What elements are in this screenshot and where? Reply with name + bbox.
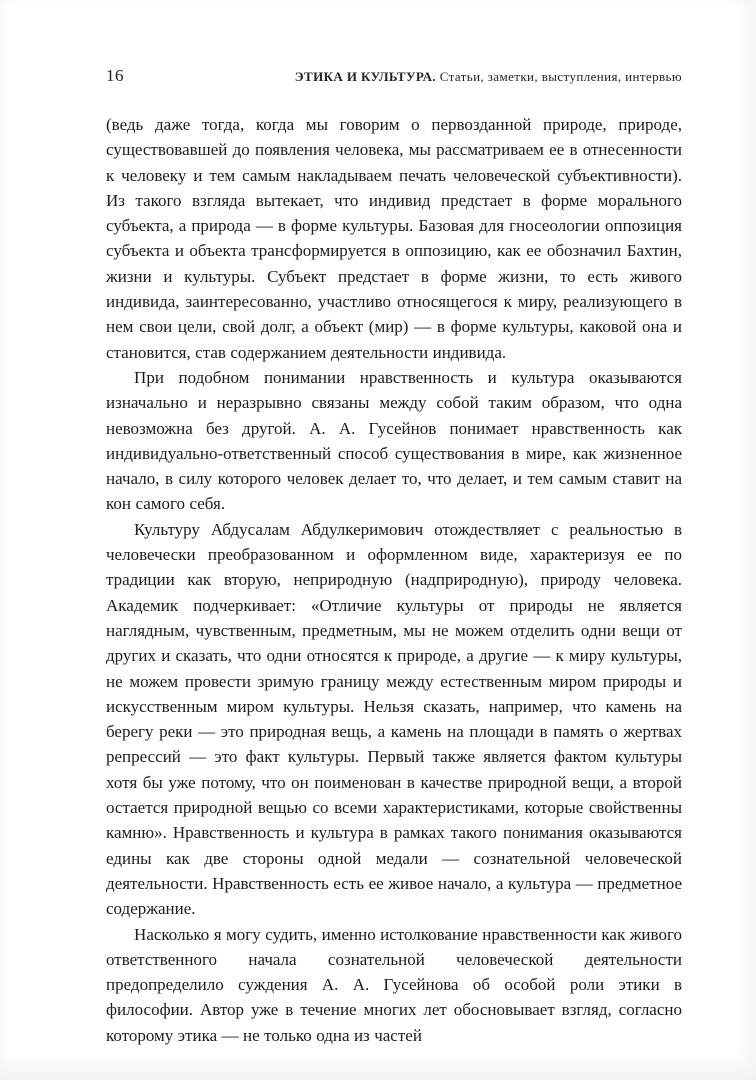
paragraph: Культуру Абдусалам Абдулкеримович отождествляет с реальностью в человечески преобразованном и оформленном виде, характеризуя ее по традиции как вторую, неприродную (надприродную), природу человека. Академик подчеркивает: «Отличие культуры от природы не является наглядным, чувственным, предметным, мы не можем отделить одни вещи от других и сказать, что одни относятся к природе, а другие — к миру культуры, не можем провести зримую границу между естественным миром природы и искусственным миром культуры. Нельзя сказать, например, что камень на берегу реки — это природная вещь, а камень на площади в память о жертвах репрессий — это факт культуры. Первый также является фактом культуры хотя бы уже потому, что он поименован в качестве природной вещи, а второй остается природной вещью со всеми характеристиками, которые свойственны камню». Нравственность и культура в рамках такого понимания оказываются едины как две стороны одной медали — сознательной человеческой деятельности. Нравственность есть ее живое начало, а культура — предметное содержание. (106, 519, 682, 919)
paragraph: При подобном понимании нравственность и культура оказываются изначально и неразрывно связаны между собой таким образом, что одна невозможна без другой. А. А. Гусейнов понимает нравственность как индивидуально-ответственный способ существования в мире, как жизненное начало, в силу которого человек делает то, что делает, и тем самым ставит на кон самого себя. (106, 367, 682, 514)
running-title-main: ЭТИКА И КУЛЬТУРА. (294, 69, 437, 84)
page-content (106, 66, 682, 1048)
paragraph-continued: (ведь даже тогда, когда мы говорим о первозданной природе, природе, существовавшей до появления человека, мы рассматриваем ее в отнесенности к человеку и тем самым накладываем печать человеческой субъективности). Из такого взгляда вытекает, что индивид предстает в форме морального субъекта, а природа — в форме культуры. Базовая для гносеологии оппозиция субъекта и объекта трансформируется в оппозицию, как ее обозначил Бахтин, жизни и культуры. Субъект предстает в форме жизни, то есть живого индивида, заинтересованно, участливо относящегося к миру, реализующего в нем свои цели, свой долг, а объект (мир) — в форме культуры, каковой она и становится, став содержанием деятельности индивида. (106, 115, 682, 362)
running-title-subtitle: Статьи, заметки, выступления, интервью (436, 69, 682, 84)
page-number: 16 (106, 66, 124, 85)
paragraph: Насколько я могу судить, именно истолкование нравственности как живого ответственного начала сознательной человеческой деятельности предопределило суждения А. А. Гусейнова об особой роли этики в философии. Автор уже в течение многих лет обосновывает взгляд, согласно которому этика — не только одна из частей (106, 924, 682, 1045)
running-title (295, 69, 682, 85)
running-head (106, 66, 682, 86)
page-body (106, 112, 682, 1048)
